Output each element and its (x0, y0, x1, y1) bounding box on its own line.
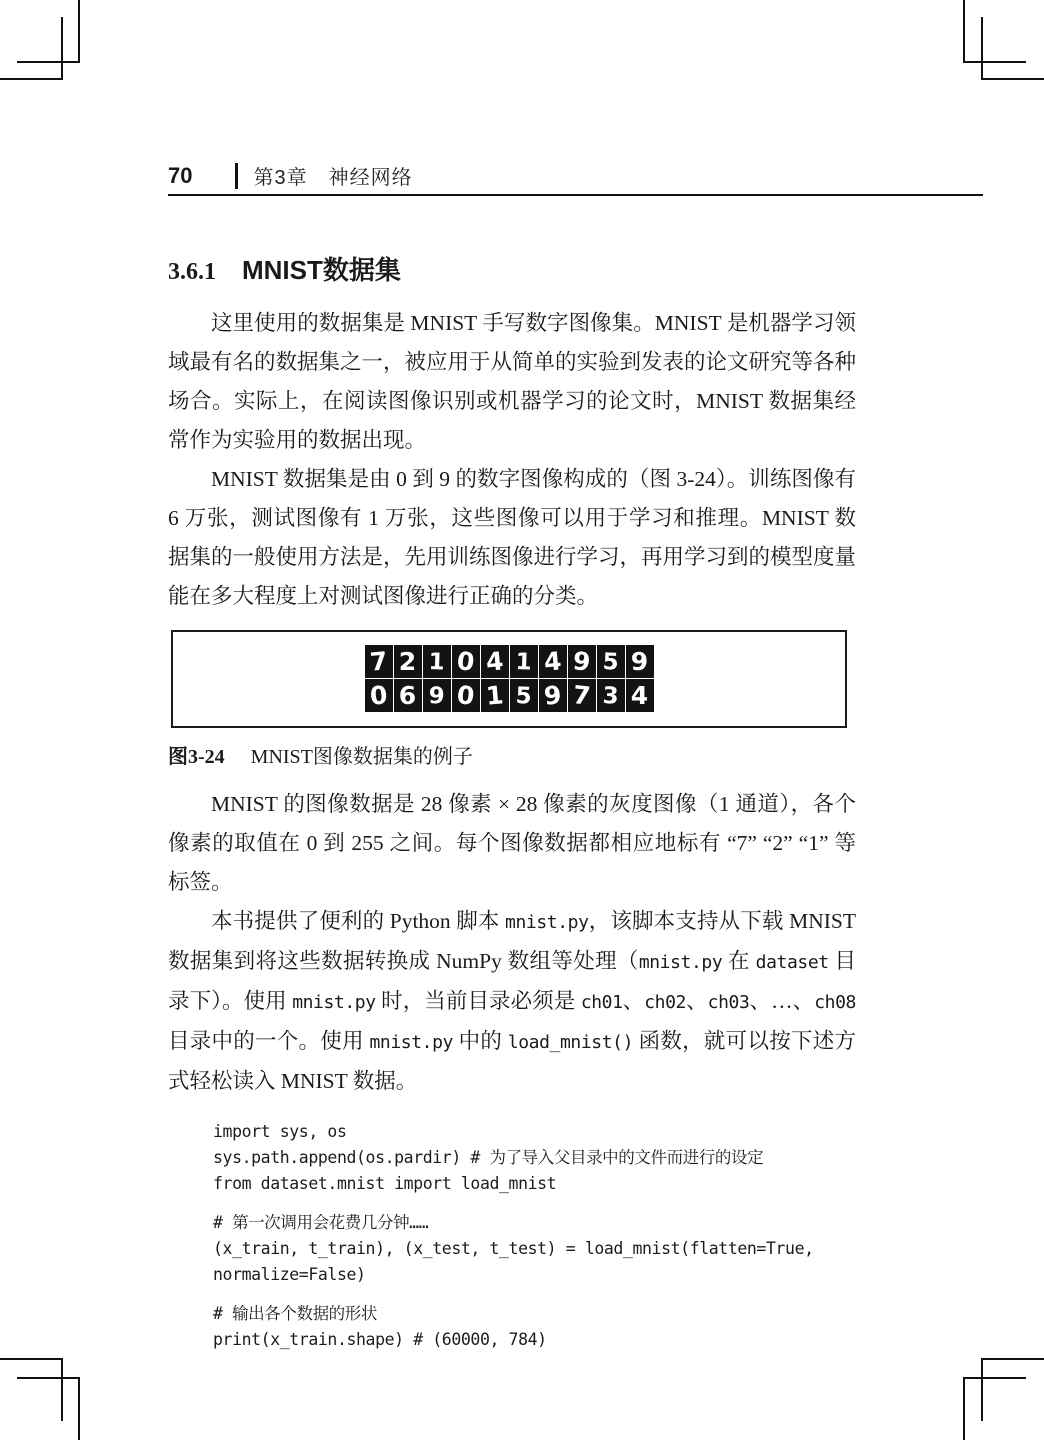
section-number: 3.6.1 (168, 259, 216, 285)
body-paragraphs (168, 785, 856, 1101)
code-line: sys.path.append(os.pardir) # 为了导入父目录中的文件而进行的设定 (213, 1148, 764, 1167)
mnist-digit-tile (510, 679, 538, 712)
inline-code: ch03 (707, 992, 750, 1013)
text-run: MNIST 的图像数据是 28 像素 × 28 像素的灰度图像（1 通道），各个像素的取值在 0 到 255 之间。每个图像数据都相应地标有 “7” “2” “1” 等标签。 (168, 792, 856, 894)
text-run: 这里使用的数据集是 MNIST 手写数字图像集。MNIST 是机器学习领域最有名的数据集之一，被应用于从简单的实验到发表的论文研究等各种场合。实际上，在阅读图像识别或机器学习的论文时，MNIST 数据集经常作为实验用的数据出现。 (168, 311, 857, 452)
mnist-digit: 1 (515, 647, 532, 676)
mnist-digit: 5 (602, 647, 619, 676)
text-run: 目录中的一个。使用 (168, 1029, 370, 1053)
intro-paragraphs (168, 304, 856, 616)
code-line: (x_train, t_train), (x_test, t_test) = load_mnist(flatten=True, (213, 1239, 814, 1258)
figure-caption-label: 图3-24 (168, 746, 225, 768)
text-run: 、 (622, 989, 645, 1013)
crop-mark-top-left (0, 78, 63, 80)
mnist-digit: 6 (398, 681, 417, 710)
mnist-digit-tile (626, 645, 654, 678)
mnist-digit: 9 (630, 647, 649, 676)
crop-mark-bottom-right (981, 1358, 1044, 1360)
section-heading (168, 250, 856, 287)
mnist-digit: 2 (398, 647, 417, 676)
page-content (168, 250, 856, 1353)
mnist-digit: 4 (542, 646, 563, 677)
page-header (168, 161, 413, 190)
crop-mark-top-right (963, 61, 1026, 63)
crop-mark-top-left (78, 0, 80, 62)
mnist-digit-tile (481, 679, 509, 712)
chapter-title: 第3章 神经网络 (253, 167, 413, 189)
mnist-digit-tile (597, 645, 625, 678)
code-line (213, 1197, 856, 1210)
code-line: print(x_train.shape) # (60000, 784) (213, 1330, 547, 1349)
inline-code: dataset (755, 952, 829, 973)
crop-mark-top-left (61, 17, 63, 79)
inline-code: mnist.py (638, 952, 723, 973)
code-line (213, 1288, 856, 1301)
mnist-digit-tile (365, 679, 393, 712)
mnist-digit-tile (394, 679, 422, 712)
code-block (213, 1119, 856, 1353)
mnist-digit: 9 (428, 681, 445, 710)
mnist-digit-tile (568, 679, 596, 712)
text-run: 中的 (452, 1029, 508, 1053)
mnist-digit-tile (539, 679, 567, 712)
inline-code: ch02 (644, 992, 686, 1013)
mnist-digit-tile (394, 645, 422, 678)
mnist-digit: 4 (484, 646, 505, 677)
mnist-digit-tile (626, 679, 654, 712)
text-run: 时，当前目录必须是 (375, 989, 581, 1013)
crop-mark-top-right (981, 17, 983, 79)
code-line: import sys, os (213, 1122, 347, 1141)
header-divider (235, 163, 238, 189)
code-line: # 第一次调用会花费几分钟…… (213, 1213, 429, 1232)
figure-caption-text: MNIST图像数据集的例子 (250, 746, 473, 768)
mnist-digit-tile (423, 645, 451, 678)
paragraph (168, 785, 856, 902)
text-run: 目录下）。使用 (168, 949, 856, 1013)
mnist-digit-tile (597, 679, 625, 712)
inline-code: mnist.py (292, 992, 376, 1013)
mnist-digit-grid (365, 645, 654, 713)
mnist-digit: 7 (368, 646, 389, 677)
mnist-digit: 5 (515, 681, 532, 710)
code-line: # 输出各个数据的形状 (213, 1304, 377, 1323)
mnist-digit-tile (423, 679, 451, 712)
page-number: 70 (168, 162, 193, 188)
mnist-digit: 0 (455, 680, 476, 711)
mnist-digit-tile (568, 645, 596, 678)
mnist-digit: 1 (428, 647, 445, 676)
mnist-digit-tile (539, 645, 567, 678)
mnist-digit-tile (481, 645, 509, 678)
text-run: ，该脚本支持从下载 MNIST 数据集到将这些数据转换成 NumPy 数组等处理（ (168, 909, 856, 973)
inline-code: mnist.py (505, 912, 589, 933)
crop-mark-bottom-left (17, 1377, 80, 1379)
text-run: 在 (722, 949, 756, 973)
mnist-digit: 0 (455, 646, 476, 677)
mnist-digit: 7 (571, 680, 592, 711)
code-line: normalize=False) (213, 1265, 366, 1284)
crop-mark-top-right (963, 0, 965, 62)
text-run: 、 (685, 989, 708, 1013)
mnist-digit-tile (510, 645, 538, 678)
header-rule (168, 194, 983, 196)
crop-mark-bottom-left (0, 1358, 63, 1360)
crop-mark-bottom-right (963, 1377, 1026, 1379)
crop-mark-bottom-right (981, 1358, 983, 1421)
crop-mark-bottom-left (61, 1358, 63, 1421)
inline-code: load_mnist() (507, 1032, 634, 1053)
text-run: 、…、 (749, 989, 815, 1013)
mnist-digit: 3 (602, 681, 619, 710)
crop-mark-top-left (17, 61, 80, 63)
mnist-digit: 9 (542, 680, 563, 711)
mnist-figure (171, 630, 847, 728)
figure-caption (168, 740, 856, 769)
section-title: MNIST数据集 (242, 255, 401, 285)
mnist-digit: 1 (484, 680, 505, 711)
text-run: 本书提供了便利的 Python 脚本 (211, 909, 506, 933)
mnist-digit-row (365, 679, 654, 712)
paragraph (168, 460, 856, 616)
text-run: MNIST 数据集是由 0 到 9 的数字图像构成的（图 3-24）。训练图像有 6 万张，测试图像有 1 万张，这些图像可以用于学习和推理。MNIST 数据集的一般使用方法是，先用训练图像进行学习，再用学习到的模型度量能在多大程度上对测试图像进行正确的分类。 (168, 467, 857, 608)
inline-code: ch01 (580, 992, 623, 1013)
mnist-digit: 4 (630, 681, 649, 710)
crop-mark-top-right (981, 78, 1044, 80)
inline-code: mnist.py (369, 1032, 453, 1053)
paragraph (168, 902, 856, 1101)
code-line: from dataset.mnist import load_mnist (213, 1174, 557, 1193)
mnist-digit: 0 (368, 680, 389, 711)
mnist-digit-tile (452, 645, 480, 678)
crop-mark-bottom-right (963, 1377, 965, 1440)
text-run: 函数，就可以按下述方式轻松读入 MNIST 数据。 (168, 1029, 856, 1093)
mnist-digit-tile (452, 679, 480, 712)
mnist-digit-tile (365, 645, 393, 678)
inline-code: ch08 (814, 992, 856, 1013)
paragraph (168, 304, 856, 460)
mnist-digit: 9 (571, 646, 592, 677)
mnist-digit-row (365, 645, 654, 678)
crop-mark-bottom-left (78, 1377, 80, 1440)
